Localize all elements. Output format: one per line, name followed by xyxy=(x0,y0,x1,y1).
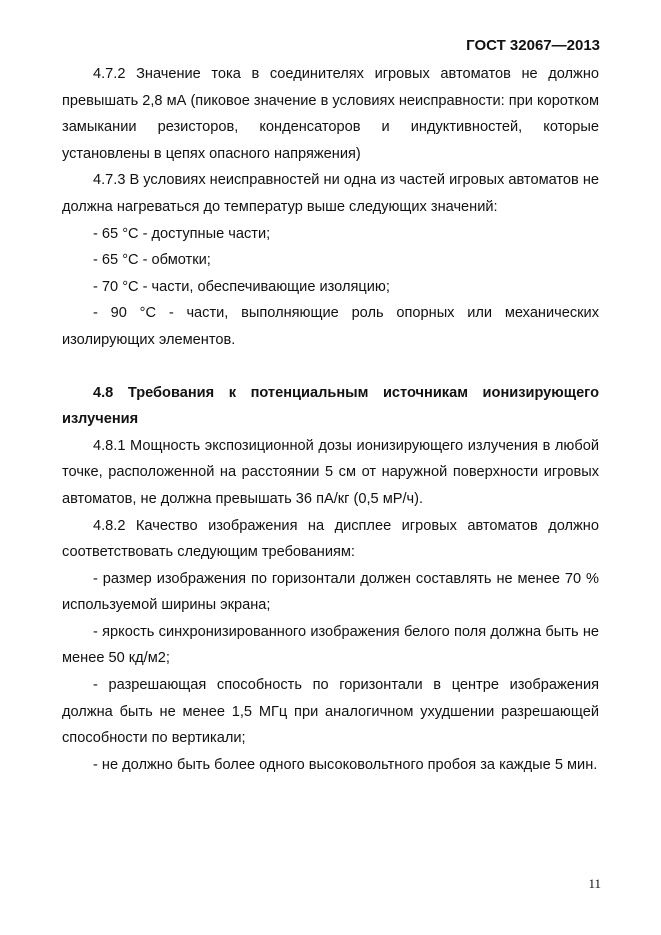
image-quality-list-item: - не должно быть более одного высоковольтного пробоя за каждые 5 мин. xyxy=(93,756,598,773)
paragraph-4-8-2: 4.8.2 Качество изображения на дисплее игровых автоматов должно соответствовать следующим требованиям: xyxy=(62,517,599,561)
document-body xyxy=(62,61,599,778)
temperature-list-item: - 65 °С - доступные части; xyxy=(93,225,271,242)
temperature-list-item: - 65 °С - обмотки; xyxy=(93,252,211,269)
image-quality-list-item: - разрешающая способность по горизонтали в центре изображения должна быть не менее 1,5 МГц при аналогичном ухудшении разрешающей способности по вертикали; xyxy=(62,677,599,747)
temperature-list-item: - 70 °С - части, обеспечивающие изоляцию; xyxy=(93,278,390,295)
section-heading-4-8: 4.8 Требования к потенциальным источникам ионизирующего излучения xyxy=(62,384,599,428)
temperature-list-item: - 90 °С - части, выполняющие роль опорных или механических изолирующих элементов. xyxy=(62,305,599,348)
paragraph-4-7-2: 4.7.2 Значение тока в соединителях игровых автоматов не должно превышать 2,8 мА (пиковое значение в условиях неисправности: при коротком замыкании резисторов, конденсаторов и индуктивностей, которые установлены в цепях опасного напряжения) xyxy=(62,66,599,162)
page-number: 11 xyxy=(588,876,601,891)
paragraph-4-8-1: 4.8.1 Мощность экспозиционной дозы ионизирующего излучения в любой точке, расположенной на расстоянии 5 см от наружной поверхности игровых автоматов, не должна превышать 36 пА/кг (0,5 мР/ч). xyxy=(62,437,599,507)
image-quality-list-item: - размер изображения по горизонтали должен составлять не менее 70 % используемой ширины экрана; xyxy=(62,570,599,614)
paragraph-4-7-3: 4.7.3 В условиях неисправностей ни одна из частей игровых автоматов не должна нагреваться до температур выше следующих значений: xyxy=(62,172,600,215)
image-quality-list-item: - яркость синхронизированного изображения белого поля должна быть не менее 50 кд/м2; xyxy=(62,623,599,667)
document-code-header: ГОСТ 32067—2013 xyxy=(466,37,600,54)
